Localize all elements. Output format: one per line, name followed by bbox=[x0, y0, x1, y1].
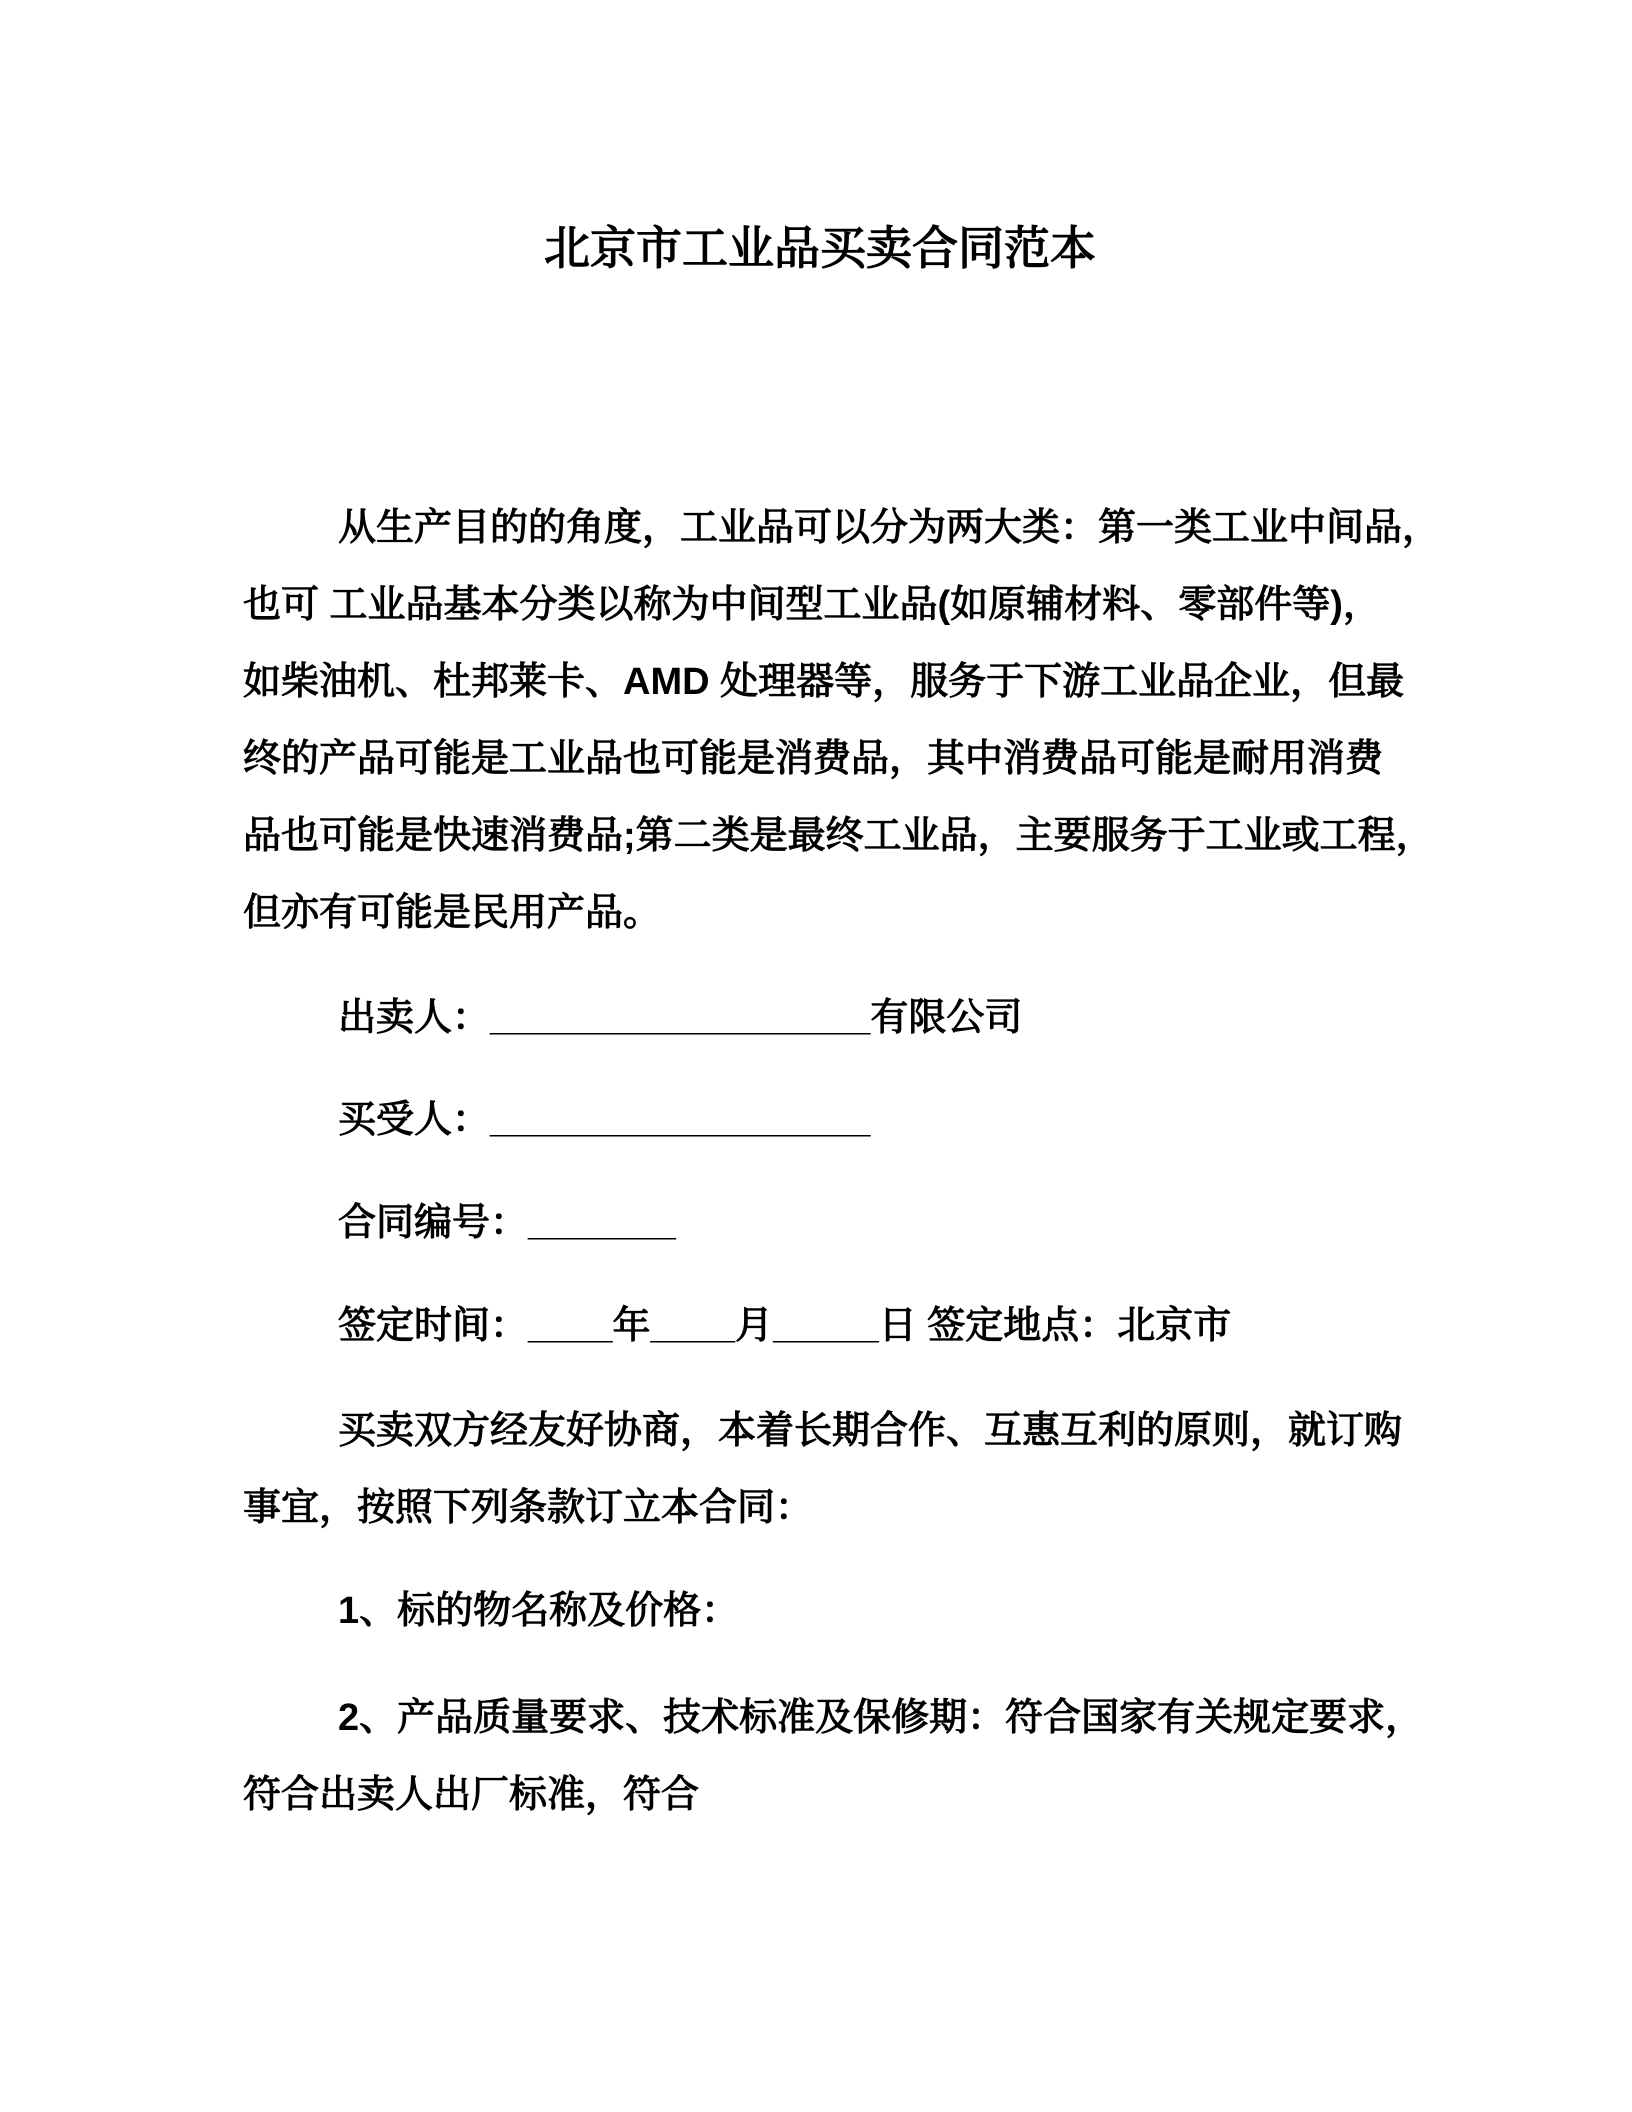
preamble-line-2: 事宜，按照下列条款订立本合同： bbox=[243, 1487, 814, 1529]
document-title: 北京市工业品买卖合同范本 bbox=[544, 222, 1096, 274]
intro-line-2: 也可 工业品基本分类以称为中间型工业品(如原辅材料、零部件等)， bbox=[243, 584, 1381, 626]
intro-paragraph bbox=[243, 490, 1441, 952]
intro-line-4: 终的产品可能是工业品也可能是消费品，其中消费品可能是耐用消费 bbox=[243, 738, 1384, 780]
clause-2-line-1: 2、产品质量要求、技术标准及保修期：符合国家有关规定要求， bbox=[338, 1697, 1424, 1739]
signing-time-place-field-line: 签定时间：____年____月_____日 签定地点：北京市 bbox=[338, 1305, 1232, 1347]
buyer-field-line: 买受人：__________________ bbox=[338, 1099, 871, 1141]
clause-2-paragraph bbox=[243, 1680, 1424, 1834]
seller-field-line: 出卖人：__________________有限公司 bbox=[338, 997, 1023, 1039]
contract-number-field-line: 合同编号：_______ bbox=[338, 1202, 676, 1244]
intro-line-3: 如柴油机、杜邦莱卡、AMD 处理器等，服务于下游工业品企业，但最 bbox=[243, 661, 1405, 703]
intro-line-1: 从生产目的的角度，工业品可以分为两大类：第一类工业中间品， bbox=[338, 507, 1441, 549]
clause-1-line: 1、标的物名称及价格： bbox=[338, 1590, 740, 1632]
preamble-paragraph bbox=[243, 1393, 1403, 1547]
intro-line-6: 但亦有可能是民用产品。 bbox=[243, 892, 662, 934]
clause-2-line-2: 符合出卖人出厂标准，符合 bbox=[243, 1774, 700, 1816]
preamble-line-1: 买卖双方经友好协商，本着长期合作、互惠互利的原则，就订购 bbox=[338, 1410, 1403, 1452]
intro-line-5: 品也可能是快速消费品;第二类是最终工业品，主要服务于工业或工程， bbox=[243, 815, 1434, 857]
